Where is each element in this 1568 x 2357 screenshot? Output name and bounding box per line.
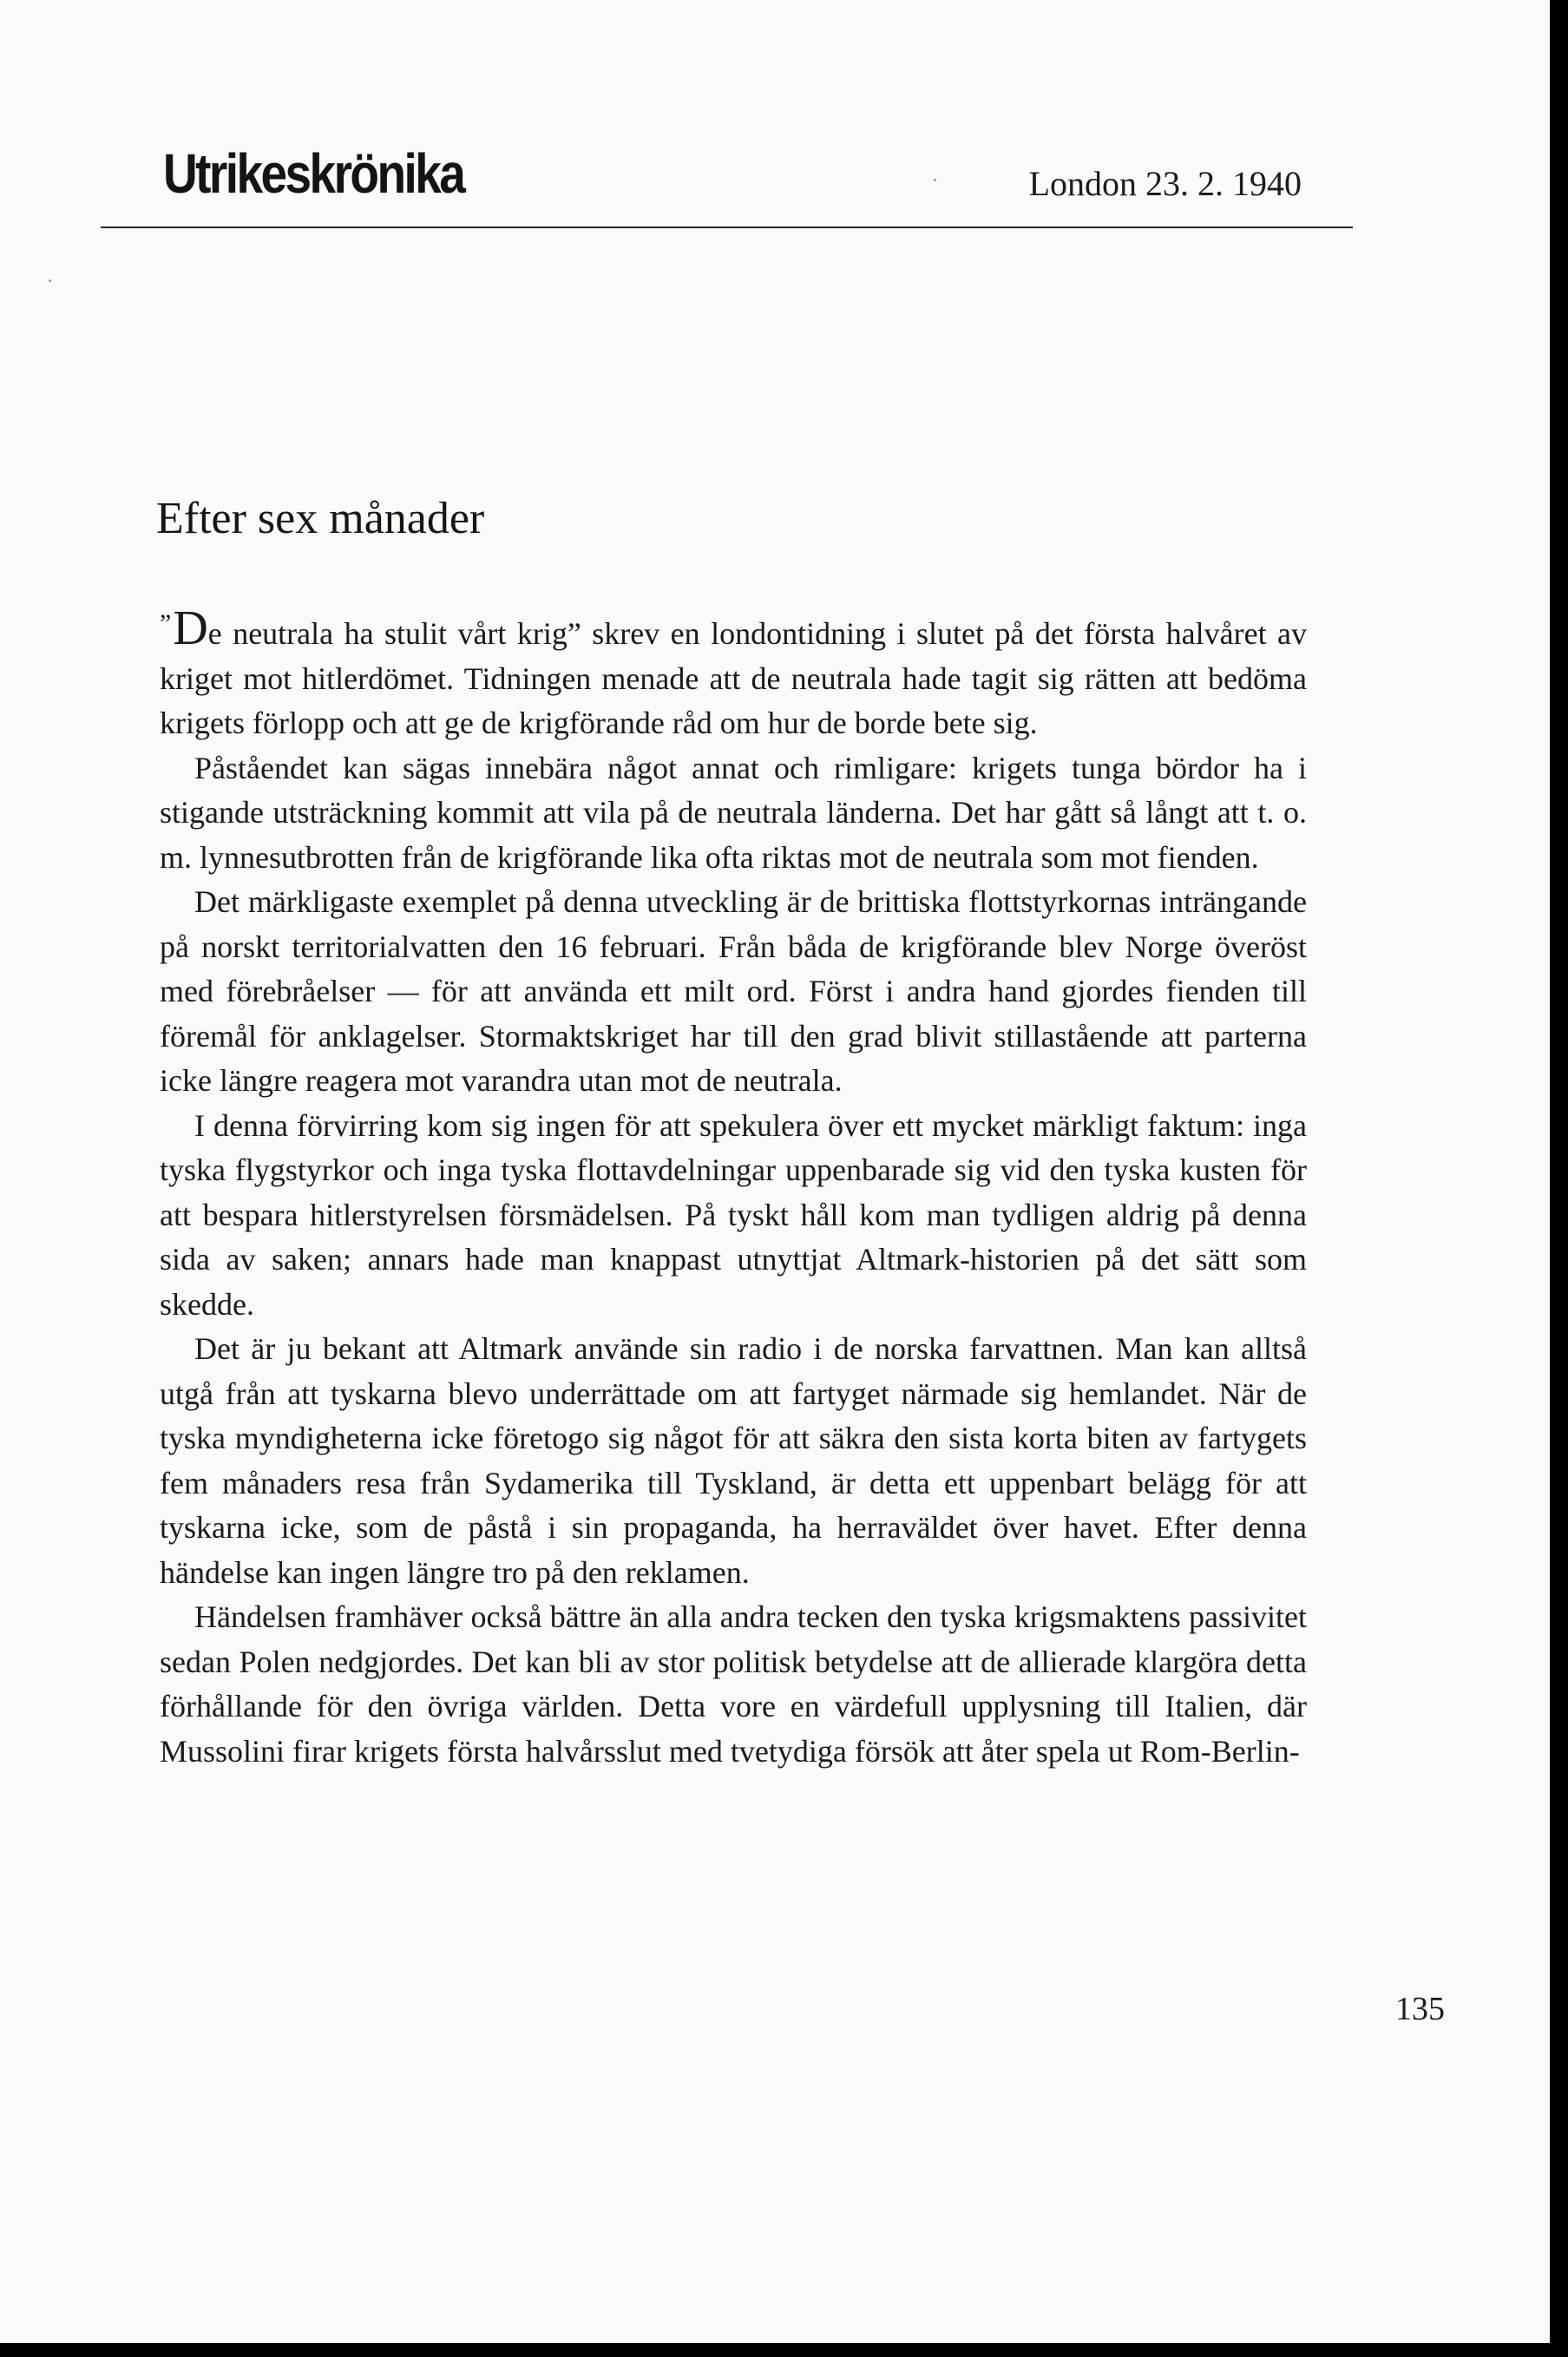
running-header-title: Utrikeskrönika: [163, 142, 464, 205]
drop-cap: D: [173, 601, 208, 655]
article-title: Efter sex månader: [156, 494, 485, 543]
header-rule: [101, 227, 1353, 228]
article-body: [160, 601, 1307, 1774]
running-header-dateline: London 23. 2. 1940: [1028, 164, 1302, 203]
paragraph-1-text: e neutrala ha stulit vårt krig” skrev en londontidning i slutet på det första halvåret av kriget mot hitlerdömet. Tidningen menade att de neutrala hade tagit sig rätten att bedöma krigets förlopp och att ge de krigförande råd om hur de borde bete sig.: [160, 616, 1307, 740]
scan-speck: [934, 179, 936, 181]
paragraph-3: Det märkligaste exemplet på denna utveckling är de brittiska flottstyrkornas inträngande på norskt territorialvatten den 16 februari. Från båda de krigförande blev Norge överöst med förebråelser — för att använda ett milt ord. Först i andra hand gjordes fienden till föremål för anklagelser. Stormaktskriget har till den grad blivit stillastående att parterna icke längre reagera mot varandra utan mot de neutrala.: [160, 884, 1307, 1098]
scan-speck: [49, 279, 51, 282]
paragraph-2: Påståendet kan sägas innebära något annat och rimligare: krigets tunga bördor ha i stigande utsträckning kommit att vila på de neutrala länderna. Det har gått så långt att t. o. m. lynnesutbrotten från de krigförande lika ofta riktas mot de neutrala som mot fienden.: [160, 750, 1307, 875]
paragraph-5: Det är ju bekant att Altmark använde sin radio i de norska farvattnen. Man kan alltså utgå från att tyskarna blevo underrättade om att fartyget närmade sig hemlandet. När de tyska myndigheterna icke företogo sig något för att säkra den sista korta biten av fartygets fem månaders resa från Sydamerika till Tyskland, är detta ett uppenbart belägg för att tyskarna icke, som de påstå i sin propaganda, ha herraväldet över havet. Efter denna händelse kan ingen längre tro på den reklamen.: [160, 1331, 1307, 1590]
paragraph-4: I denna förvirring kom sig ingen för att spekulera över ett mycket märkligt faktum: inga tyska flygstyrkor och inga tyska flottavdelningar uppenbarade sig vid den tyska kusten för att bespara hitlerstyrelsen försmädelsen. På tyskt håll kom man tydligen aldrig på denna sida av saken; annars hade man knappast utnyttjat Altmark-historien på det sätt som skedde.: [160, 1107, 1307, 1322]
paragraph-6: Händelsen framhäver också bättre än alla andra tecken den tyska krigsmaktens passivitet sedan Polen nedgjordes. Det kan bli av stor politisk betydelse att de allierade klargöra detta förhållande för den övriga världen. Detta vore en värdefull upplysning till Italien, där Mussolini firar krigets första halvårsslut med tvetydiga försök att åter spela ut Rom-Berlin-: [160, 1599, 1307, 1769]
page-number: 135: [1395, 1991, 1445, 2027]
paragraph-1: [160, 601, 1307, 746]
opening-quote: ”: [160, 609, 172, 638]
